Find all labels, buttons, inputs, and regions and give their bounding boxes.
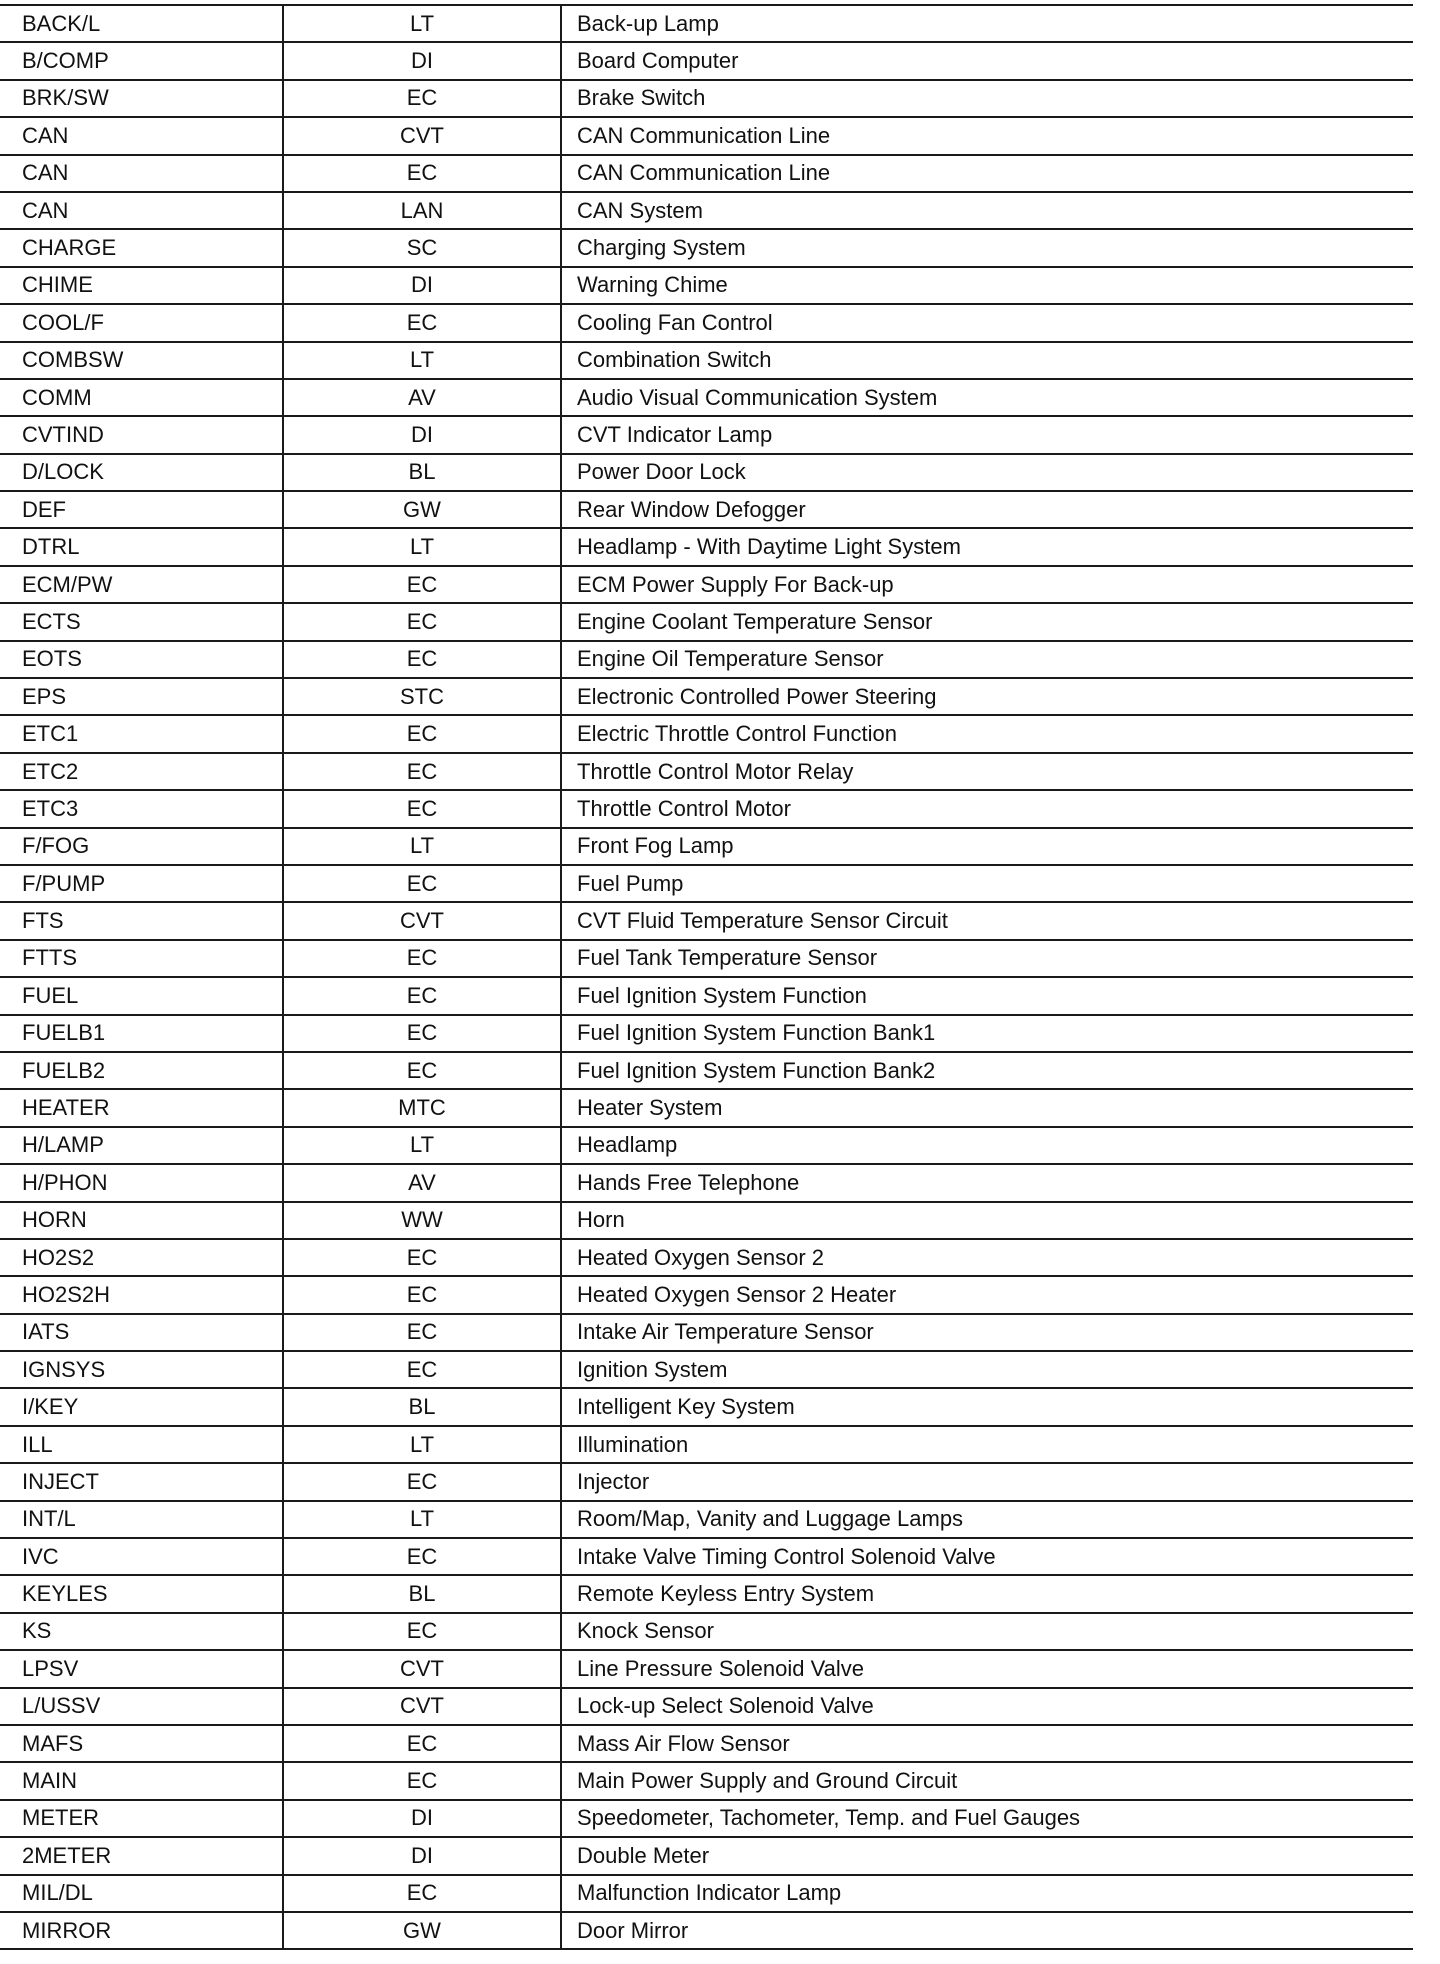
section-cell: AV (283, 379, 561, 416)
table-row (0, 155, 1413, 192)
code-cell: CAN (0, 192, 283, 229)
description-cell: Illumination (561, 1426, 1413, 1463)
section-cell: DI (283, 267, 561, 304)
section-cell: AV (283, 1164, 561, 1201)
description-cell: Electric Throttle Control Function (561, 715, 1413, 752)
description-cell: Charging System (561, 229, 1413, 266)
description-cell: Hands Free Telephone (561, 1164, 1413, 1201)
section-cell: DI (283, 1800, 561, 1837)
table-row (0, 379, 1413, 416)
section-cell: EC (283, 865, 561, 902)
description-cell: Engine Oil Temperature Sensor (561, 641, 1413, 678)
code-cell: ETC2 (0, 753, 283, 790)
code-cell: BACK/L (0, 5, 283, 42)
table-row (0, 828, 1413, 865)
description-cell: Throttle Control Motor (561, 790, 1413, 827)
section-cell: EC (283, 603, 561, 640)
table-row (0, 1837, 1413, 1874)
code-cell: CVTIND (0, 416, 283, 453)
description-cell: Double Meter (561, 1837, 1413, 1874)
description-cell: Back-up Lamp (561, 5, 1413, 42)
code-cell: CHIME (0, 267, 283, 304)
table-row (0, 790, 1413, 827)
table-row (0, 1762, 1413, 1799)
section-cell: BL (283, 454, 561, 491)
table-row (0, 304, 1413, 341)
table-row (0, 1052, 1413, 1089)
description-cell: Ignition System (561, 1351, 1413, 1388)
table-row (0, 192, 1413, 229)
section-cell: SC (283, 229, 561, 266)
section-cell: EC (283, 753, 561, 790)
section-cell: EC (283, 1314, 561, 1351)
code-cell: INT/L (0, 1501, 283, 1538)
description-cell: Horn (561, 1202, 1413, 1239)
section-cell: CVT (283, 1688, 561, 1725)
section-cell: EC (283, 80, 561, 117)
code-cell: EPS (0, 678, 283, 715)
description-cell: Heater System (561, 1089, 1413, 1126)
code-cell: IATS (0, 1314, 283, 1351)
table-row (0, 1725, 1413, 1762)
code-cell: EOTS (0, 641, 283, 678)
table-row (0, 977, 1413, 1014)
table-row (0, 1800, 1413, 1837)
section-cell: EC (283, 1276, 561, 1313)
section-cell: LT (283, 1127, 561, 1164)
code-cell: F/PUMP (0, 865, 283, 902)
description-cell: Mass Air Flow Sensor (561, 1725, 1413, 1762)
code-cell: CAN (0, 117, 283, 154)
section-cell: EC (283, 1052, 561, 1089)
section-cell: EC (283, 566, 561, 603)
code-cell: IVC (0, 1538, 283, 1575)
description-cell: Intake Air Temperature Sensor (561, 1314, 1413, 1351)
code-cell: COMBSW (0, 342, 283, 379)
table-row (0, 1127, 1413, 1164)
table-row (0, 491, 1413, 528)
description-cell: Intake Valve Timing Control Solenoid Valve (561, 1538, 1413, 1575)
description-cell: Heated Oxygen Sensor 2 (561, 1239, 1413, 1276)
description-cell: Knock Sensor (561, 1613, 1413, 1650)
section-cell: EC (283, 304, 561, 341)
code-cell: MAIN (0, 1762, 283, 1799)
section-cell: EC (283, 1015, 561, 1052)
table-row (0, 1089, 1413, 1126)
code-cell: ETC3 (0, 790, 283, 827)
description-cell: Line Pressure Solenoid Valve (561, 1650, 1413, 1687)
table-row (0, 1314, 1413, 1351)
section-cell: LT (283, 1426, 561, 1463)
section-cell: LT (283, 1501, 561, 1538)
table-row (0, 454, 1413, 491)
table-row (0, 603, 1413, 640)
description-cell: Fuel Pump (561, 865, 1413, 902)
section-cell: EC (283, 1463, 561, 1500)
code-cell: L/USSV (0, 1688, 283, 1725)
code-cell: F/FOG (0, 828, 283, 865)
section-cell: LT (283, 528, 561, 565)
description-cell: Lock-up Select Solenoid Valve (561, 1688, 1413, 1725)
section-cell: DI (283, 416, 561, 453)
section-cell: EC (283, 1239, 561, 1276)
description-cell: CAN System (561, 192, 1413, 229)
description-cell: Speedometer, Tachometer, Temp. and Fuel Gauges (561, 1800, 1413, 1837)
table-row (0, 1388, 1413, 1425)
code-cell: MAFS (0, 1725, 283, 1762)
section-cell: CVT (283, 1650, 561, 1687)
table-row (0, 1875, 1413, 1912)
description-cell: Throttle Control Motor Relay (561, 753, 1413, 790)
section-cell: DI (283, 42, 561, 79)
description-cell: Intelligent Key System (561, 1388, 1413, 1425)
code-cell: CAN (0, 155, 283, 192)
section-cell: LT (283, 342, 561, 379)
description-cell: CVT Fluid Temperature Sensor Circuit (561, 902, 1413, 939)
table-row (0, 342, 1413, 379)
wiring-diagram-code-table (0, 4, 1413, 1950)
description-cell: CVT Indicator Lamp (561, 416, 1413, 453)
table-row (0, 117, 1413, 154)
table-row (0, 641, 1413, 678)
section-cell: CVT (283, 117, 561, 154)
description-cell: Cooling Fan Control (561, 304, 1413, 341)
code-table-body (0, 5, 1413, 1949)
code-cell: HO2S2 (0, 1239, 283, 1276)
table-row (0, 5, 1413, 42)
table-row (0, 1501, 1413, 1538)
table-row (0, 1351, 1413, 1388)
code-cell: CHARGE (0, 229, 283, 266)
table-row (0, 416, 1413, 453)
table-row (0, 1575, 1413, 1612)
code-cell: HEATER (0, 1089, 283, 1126)
description-cell: Fuel Ignition System Function Bank2 (561, 1052, 1413, 1089)
section-cell: BL (283, 1388, 561, 1425)
code-cell: COMM (0, 379, 283, 416)
description-cell: Heated Oxygen Sensor 2 Heater (561, 1276, 1413, 1313)
table-row (0, 267, 1413, 304)
table-row (0, 566, 1413, 603)
section-cell: EC (283, 1762, 561, 1799)
description-cell: ECM Power Supply For Back-up (561, 566, 1413, 603)
code-cell: ECM/PW (0, 566, 283, 603)
description-cell: Main Power Supply and Ground Circuit (561, 1762, 1413, 1799)
section-cell: EC (283, 155, 561, 192)
code-cell: IGNSYS (0, 1351, 283, 1388)
section-cell: MTC (283, 1089, 561, 1126)
section-cell: CVT (283, 902, 561, 939)
code-cell: ECTS (0, 603, 283, 640)
table-row (0, 1463, 1413, 1500)
description-cell: Remote Keyless Entry System (561, 1575, 1413, 1612)
description-cell: Fuel Tank Temperature Sensor (561, 940, 1413, 977)
code-cell: HORN (0, 1202, 283, 1239)
code-cell: MIRROR (0, 1912, 283, 1949)
description-cell: Headlamp (561, 1127, 1413, 1164)
description-cell: Warning Chime (561, 267, 1413, 304)
table-row (0, 528, 1413, 565)
code-cell: FTS (0, 902, 283, 939)
table-row (0, 1015, 1413, 1052)
code-cell: ETC1 (0, 715, 283, 752)
code-cell: KEYLES (0, 1575, 283, 1612)
code-cell: FUEL (0, 977, 283, 1014)
table-row (0, 1202, 1413, 1239)
section-cell: LT (283, 5, 561, 42)
description-cell: Rear Window Defogger (561, 491, 1413, 528)
description-cell: Combination Switch (561, 342, 1413, 379)
section-cell: DI (283, 1837, 561, 1874)
description-cell: Fuel Ignition System Function Bank1 (561, 1015, 1413, 1052)
code-cell: FUELB2 (0, 1052, 283, 1089)
section-cell: STC (283, 678, 561, 715)
description-cell: Headlamp - With Daytime Light System (561, 528, 1413, 565)
code-cell: METER (0, 1800, 283, 1837)
description-cell: Audio Visual Communication System (561, 379, 1413, 416)
table-row (0, 715, 1413, 752)
table-row (0, 42, 1413, 79)
section-cell: BL (283, 1575, 561, 1612)
code-cell: ILL (0, 1426, 283, 1463)
code-cell: INJECT (0, 1463, 283, 1500)
description-cell: Injector (561, 1463, 1413, 1500)
section-cell: EC (283, 715, 561, 752)
section-cell: EC (283, 1613, 561, 1650)
section-cell: EC (283, 1538, 561, 1575)
code-cell: BRK/SW (0, 80, 283, 117)
description-cell: Door Mirror (561, 1912, 1413, 1949)
table-row (0, 1164, 1413, 1201)
code-cell: D/LOCK (0, 454, 283, 491)
section-cell: WW (283, 1202, 561, 1239)
code-cell: LPSV (0, 1650, 283, 1687)
code-cell: HO2S2H (0, 1276, 283, 1313)
section-cell: GW (283, 1912, 561, 1949)
section-cell: EC (283, 1351, 561, 1388)
table-row (0, 1426, 1413, 1463)
table-row (0, 678, 1413, 715)
code-cell: B/COMP (0, 42, 283, 79)
code-cell: H/PHON (0, 1164, 283, 1201)
code-cell: 2METER (0, 1837, 283, 1874)
section-cell: EC (283, 1725, 561, 1762)
code-cell: MIL/DL (0, 1875, 283, 1912)
table-row (0, 1239, 1413, 1276)
table-row (0, 865, 1413, 902)
table-row (0, 940, 1413, 977)
table-row (0, 1613, 1413, 1650)
table-row (0, 1538, 1413, 1575)
code-cell: FUELB1 (0, 1015, 283, 1052)
description-cell: Engine Coolant Temperature Sensor (561, 603, 1413, 640)
table-row (0, 1650, 1413, 1687)
section-cell: EC (283, 940, 561, 977)
table-row (0, 902, 1413, 939)
description-cell: Brake Switch (561, 80, 1413, 117)
code-cell: KS (0, 1613, 283, 1650)
code-cell: I/KEY (0, 1388, 283, 1425)
code-cell: COOL/F (0, 304, 283, 341)
section-cell: EC (283, 977, 561, 1014)
table-row (0, 1912, 1413, 1949)
table-row (0, 753, 1413, 790)
description-cell: CAN Communication Line (561, 117, 1413, 154)
table-row (0, 1688, 1413, 1725)
code-cell: H/LAMP (0, 1127, 283, 1164)
description-cell: Board Computer (561, 42, 1413, 79)
description-cell: Fuel Ignition System Function (561, 977, 1413, 1014)
section-cell: EC (283, 1875, 561, 1912)
description-cell: Electronic Controlled Power Steering (561, 678, 1413, 715)
code-cell: DEF (0, 491, 283, 528)
description-cell: Malfunction Indicator Lamp (561, 1875, 1413, 1912)
section-cell: EC (283, 790, 561, 827)
description-cell: Front Fog Lamp (561, 828, 1413, 865)
section-cell: EC (283, 641, 561, 678)
code-cell: FTTS (0, 940, 283, 977)
table-row (0, 1276, 1413, 1313)
description-cell: Power Door Lock (561, 454, 1413, 491)
description-cell: Room/Map, Vanity and Luggage Lamps (561, 1501, 1413, 1538)
section-cell: GW (283, 491, 561, 528)
section-cell: LAN (283, 192, 561, 229)
table-row (0, 229, 1413, 266)
code-cell: DTRL (0, 528, 283, 565)
description-cell: CAN Communication Line (561, 155, 1413, 192)
table-row (0, 80, 1413, 117)
section-cell: LT (283, 828, 561, 865)
